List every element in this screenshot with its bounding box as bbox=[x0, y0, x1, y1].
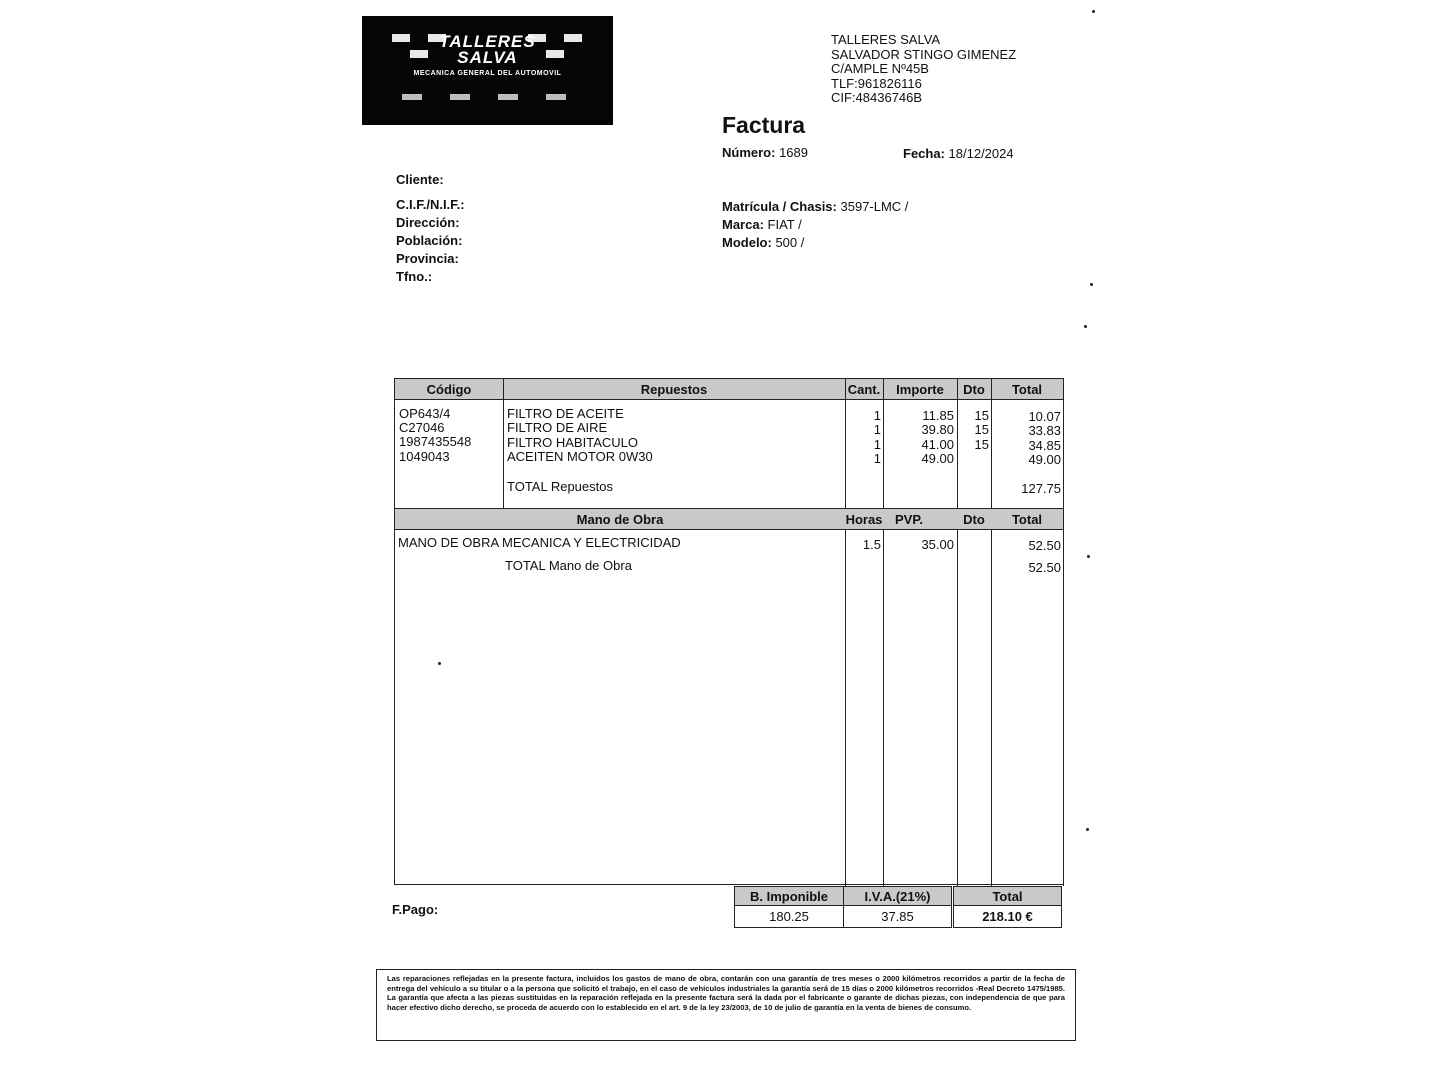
invoice-date-value: 18/12/2024 bbox=[948, 146, 1014, 161]
part-price: 11.85 bbox=[922, 408, 954, 423]
header-codigo: Código bbox=[426, 382, 472, 397]
vehicle-brand-label: Marca: bbox=[722, 217, 764, 232]
client-address-label: Dirección: bbox=[396, 215, 460, 230]
invoice-number bbox=[722, 145, 808, 160]
client-phone-label: Tfno.: bbox=[396, 269, 433, 284]
header-pvp: PVP. bbox=[895, 512, 923, 527]
part-total: 34.85 bbox=[1028, 438, 1061, 453]
header-dto: Dto bbox=[963, 512, 985, 527]
parts-header bbox=[395, 379, 1063, 400]
part-description: ACEITEN MOTOR 0W30 bbox=[507, 449, 653, 464]
part-total: 33.83 bbox=[1028, 423, 1061, 438]
part-discount: 15 bbox=[974, 437, 989, 452]
company-logo bbox=[362, 16, 613, 125]
part-price: 49.00 bbox=[921, 451, 954, 466]
grand-total-label: Total bbox=[953, 886, 1062, 906]
header-importe: Importe bbox=[896, 382, 944, 397]
header-horas: Horas bbox=[845, 512, 883, 527]
part-code: C27046 bbox=[399, 420, 445, 435]
invoice-title: Factura bbox=[722, 112, 806, 138]
invoice-table bbox=[394, 378, 1064, 885]
client-province-label: Provincia: bbox=[396, 251, 459, 266]
labor-header bbox=[395, 509, 1063, 530]
labor-hours: 1.5 bbox=[862, 537, 881, 552]
part-qty: 1 bbox=[873, 437, 881, 452]
header-total: Total bbox=[1011, 512, 1043, 527]
vehicle-plate bbox=[722, 199, 908, 214]
company-cif: CIF:48436746B bbox=[831, 90, 923, 105]
part-description: FILTRO DE AIRE bbox=[507, 420, 608, 435]
scan-speck bbox=[1084, 325, 1087, 328]
invoice-date bbox=[903, 146, 1014, 161]
scan-speck bbox=[1090, 283, 1093, 286]
grand-total-value: 218.10 € bbox=[953, 906, 1062, 928]
scan-speck bbox=[1087, 555, 1090, 558]
company-info bbox=[831, 33, 1016, 106]
scan-speck bbox=[438, 662, 441, 665]
vehicle-model bbox=[722, 235, 804, 250]
vat-value: 37.85 bbox=[843, 906, 952, 928]
part-price: 39.80 bbox=[921, 422, 954, 437]
scan-speck bbox=[1092, 10, 1095, 13]
vehicle-brand bbox=[722, 217, 802, 232]
vehicle-model-value: 500 / bbox=[775, 235, 805, 250]
logo-subtitle: SALVA bbox=[457, 48, 518, 67]
invoice-number-label: Número: bbox=[722, 145, 776, 160]
logo-title: TALLERES bbox=[439, 32, 536, 51]
header-mano-de-obra: Mano de Obra bbox=[576, 512, 664, 527]
client-city-label: Población: bbox=[396, 233, 463, 248]
invoice-date-label: Fecha: bbox=[903, 146, 945, 161]
part-discount: 15 bbox=[974, 422, 989, 437]
company-owner: SALVADOR STINGO GIMENEZ bbox=[831, 46, 1017, 62]
part-description: FILTRO DE ACEITE bbox=[507, 406, 624, 421]
part-qty: 1 bbox=[873, 408, 881, 423]
payment-label: F.Pago: bbox=[392, 902, 439, 917]
legal-notice: Las reparaciones reflejadas en la presente factura, incluidos los gastos de mano de obra, contarán con una garantía de tres meses o 2000 kilómetros recorridos a partir de la fecha de entrega del vehículo a su titular o a la persona que solicitó el trabajo, en el caso de vehículos industriales la garantía será de 15 días o 2000 kilómetros recorridos -Real Decreto 1475/1985. La garantía que afecta a las piezas sustituidas en la reparación reflejada en la presente factura será la dada por el fabricante o garante de dichas piezas, con independencia de que para hacer efectivo dicho derecho, se proceda de acuerdo con lo establecido en el art. 9 de la ley 23/2003, de 10 de julio de garantía en la venta de bienes de consumo. bbox=[376, 969, 1076, 1041]
labor-total-value: 52.50 bbox=[1028, 560, 1061, 575]
labor-price: 35.00 bbox=[921, 537, 954, 552]
header-dto: Dto bbox=[963, 382, 985, 397]
totals-box bbox=[734, 886, 1062, 928]
company-address: C/AMPLE Nº45B bbox=[831, 61, 929, 76]
tax-base-value: 180.25 bbox=[734, 906, 844, 928]
company-phone: TLF:961826116 bbox=[831, 75, 922, 91]
vehicle-plate-label: Matrícula / Chasis: bbox=[722, 199, 837, 214]
labor-total: 52.50 bbox=[1028, 538, 1061, 553]
header-repuestos: Repuestos bbox=[640, 382, 708, 397]
vat-label: I.V.A.(21%) bbox=[843, 886, 952, 906]
part-code: OP643/4 bbox=[399, 406, 451, 421]
header-total: Total bbox=[1011, 382, 1043, 397]
part-total: 10.07 bbox=[1028, 409, 1061, 424]
labor-description: MANO DE OBRA MECANICA Y ELECTRICIDAD bbox=[398, 535, 681, 550]
header-cant: Cant. bbox=[847, 382, 881, 397]
labor-total-label: TOTAL Mano de Obra bbox=[505, 558, 632, 573]
vehicle-brand-value: FIAT / bbox=[767, 217, 802, 232]
client-cif-label: C.I.F./N.I.F.: bbox=[396, 197, 465, 212]
client-label: Cliente: bbox=[396, 172, 444, 187]
parts-total-value: 127.75 bbox=[1021, 481, 1061, 496]
part-qty: 1 bbox=[873, 451, 881, 466]
part-qty: 1 bbox=[873, 422, 881, 437]
vehicle-model-label: Modelo: bbox=[722, 235, 772, 250]
part-price: 41.00 bbox=[921, 437, 954, 452]
part-discount: 15 bbox=[974, 408, 989, 423]
vehicle-plate-value: 3597-LMC / bbox=[840, 199, 909, 214]
company-name: TALLERES SALVA bbox=[831, 32, 941, 47]
part-description: FILTRO HABITACULO bbox=[507, 435, 638, 450]
scan-speck bbox=[1086, 828, 1089, 831]
logo-tagline: MECANICA GENERAL DEL AUTOMOVIL bbox=[413, 70, 562, 77]
part-code: 1987435548 bbox=[399, 434, 472, 449]
tax-base-label: B. Imponible bbox=[734, 886, 844, 906]
invoice-number-value: 1689 bbox=[779, 145, 808, 160]
part-code: 1049043 bbox=[399, 449, 450, 464]
parts-total-label: TOTAL Repuestos bbox=[507, 479, 613, 494]
part-total: 49.00 bbox=[1028, 452, 1061, 467]
